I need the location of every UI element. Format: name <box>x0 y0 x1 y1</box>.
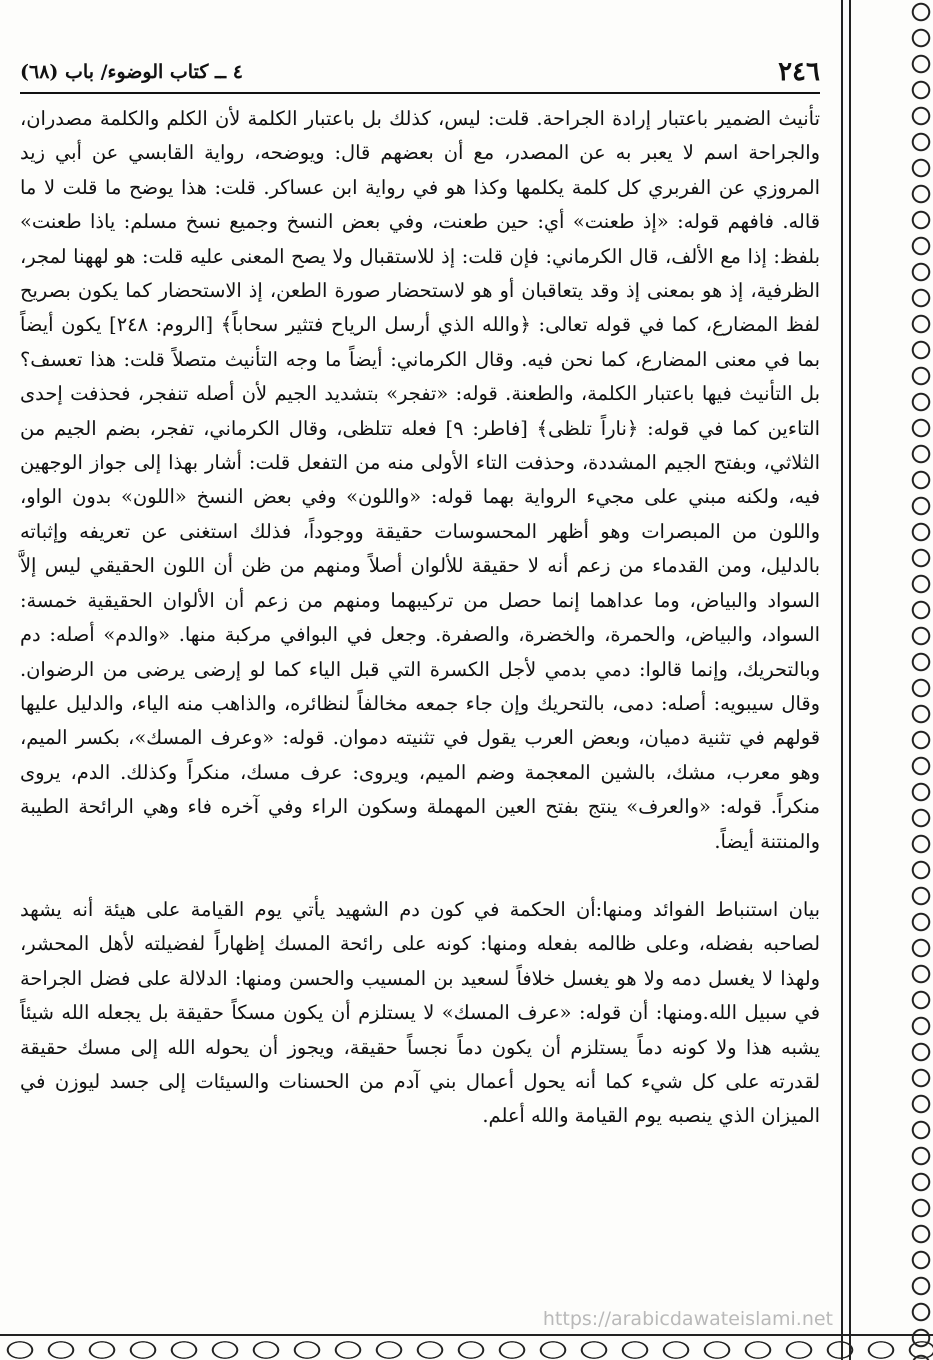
paragraph-commentary: تأنيث الضمير باعتبار إرادة الجراحة. قلت: ليس، كذلك بل باعتبار الكلمة لأن الكلم والكلمة مصدران، والجراحة اسم لا يعبر به عن المصدر، مع أن بعضهم قال: ويوضحه، رواية القابسي عن أبي زيد المروزي عن الفربري كل كلمة يكلمها وكذا هو في رواية ابن عساكر. قلت: هذا يوضح ما قلت لا ما قاله. فافهم قوله: «إذ طعنت» أي: حين طعنت، وفي بعض النسخ وجميع نسخ مسلم: ياذا طعنت» بلفظ: إذا مع الألف، قال الكرماني: فإن قلت: إذ للاستقبال ولا يصح المعنى عليه قلت: هو لههنا لمجر، الظرفية، إذ هو بمعنى إذ وقد يتعاقبان أو هو لاستحضار صورة الطعن، إذ الاستحضار كما يكون بصريح لفظ المضارع، كما في قوله تعالى: ﴿والله الذي أرسل الرياح فتثير سحاباً﴾ [الروم: ٢٤٨] يكون أيضاً بما في معنى المضارع، كما نحن فيه. وقال الكرماني: أيضاً ما وجه التأنيث متصلاً قلت: هذا تعسف؟ بل التأنيث فيها باعتبار الكلمة، والطعنة. قوله: «تفجر» بتشديد الجيم لأن أصله تنفجر، فحذفت إحدى التاءين كما في قوله: ﴿ناراً تلظى﴾ [فاطر: ٩] فعله تتلظى، وقال الكرماني، تفجر، بضم الجيم من الثلاثي، وبفتح الجيم المشددة، وحذفت التاء الأولى منه من التفعل قلت: أشار بهذا إلى جواز الوجهين فيه، ولكنه مبني على مجيء الرواية بهما قوله: «واللون» وفي بعض النسخ «اللون» بدون الواو، واللون من المبصرات وهو أظهر المحسوسات حقيقة ووجوداً، فذلك استغنى عن تعريفه وإثباته بالدليل، ومن القدماء من زعم أنه لا حقيقة للألوان أصلاً ومنهم من ظن أن اللون الحقيقي ليس إلاَّ السواد والبياض، وما عداهما إنما حصل من تركيبهما ومنهم من زعم أن الألوان الحقيقية خمسة: السواد، والبياض، والحمرة، والخضرة، والصفرة. وجعل في البوافي مركبة منها. «والدم» أصله: دم وبالتحريك، وإنما قالوا: دمي بدمي لأجل الكسرة التي قبل الياء كما لو إرضى يرضى من الرضوان. وقال سيبويه: أصله: دمى، بالتحريك وإن جاء جمعه مخالفاً لنظائره، والذاهب منه الياء، والدليل عليها قولهم في تثنية دميان، وبعض العرب يقول في تثنيته دموان. قوله: «وعرف المسك»، بكسر الميم، وهو معرب، مشك، بالشين المعجمة وضم الميم، ويروى: عرف مسك، منكراً وكذلك. الدم، يروى منكراً. قوله: «والعرف» ينتج بفتح العين المهملة وسكون الراء وفي آخره فاء وهي الرائحة الطيبة والمنتنة أيضاً. <box>20 107 821 853</box>
ornamental-border-right <box>841 0 933 1360</box>
watermark-url: https://arabicdawateislami.net <box>542 1308 833 1330</box>
book-page <box>20 52 820 1322</box>
paragraph-benefits: بيان استنباط الفوائد ومنها:أن الحكمة في كون دم الشهيد يأتي يوم القيامة على هيئة أنه يشهد لصاحبه بفضله، وعلى ظالمه بفعله ومنها: كونه على رائحة المسك إظهاراً لفضيلته لأهل المحشر، ولهذا لا يغسل دمه ولا هو يغسل خلافاً لسعيد بن المسيب والحسن ومنها: الدلالة على فضل الجراحة في سبيل الله.ومنها: أن قوله: «عرف المسك» لا يستلزم أن يكون مسكاً حقيقة بل يجعله الله شيئاً يشبه هذا ولا كونه دماً يستلزم أن يكون دماً نجساً حقيقة، ويجوز أن يحوله الله إلى مسك حقيقة لقدرته على كل شيء كما أنه يحول أعمال بني آدم من الحسنات والسيئات إلى جسد ليوزن في الميزان الذي ينصبه يوم القيامة والله أعلم. <box>20 897 820 1128</box>
paragraph-spacer <box>20 859 820 893</box>
page-header <box>20 52 820 94</box>
page-number: ٢٤٦ <box>778 57 820 87</box>
page-body <box>20 102 820 1134</box>
ornamental-border-bottom <box>0 1334 933 1360</box>
running-title: ٤ ــ كتاب الوضوء/ باب (٦٨) <box>20 61 243 83</box>
